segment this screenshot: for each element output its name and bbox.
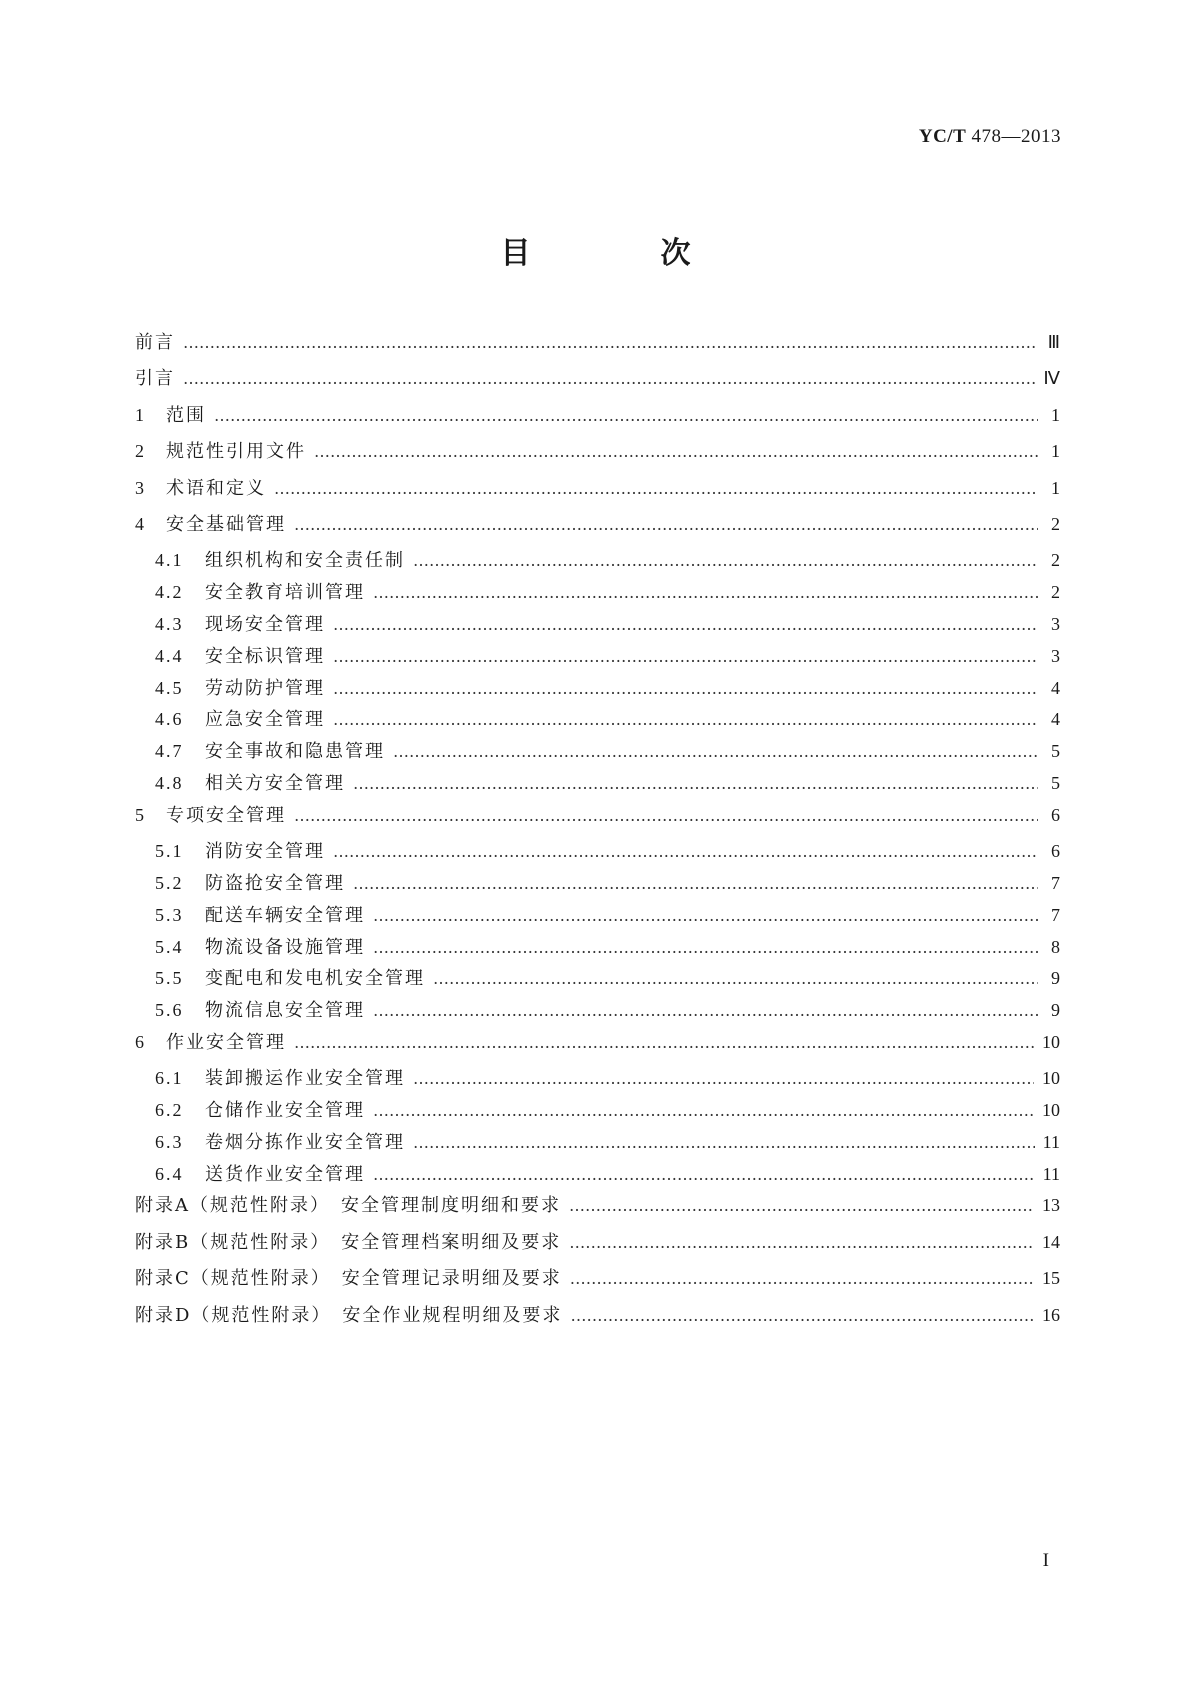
toc-entry[interactable] <box>135 901 1060 933</box>
toc-entry-number: 6.2 <box>155 1100 184 1121</box>
toc-dot-leader <box>314 442 1038 461</box>
toc-entry-page: 9 <box>1051 1000 1060 1021</box>
toc-entry-page: 11 <box>1042 1163 1060 1184</box>
toc-entry-page: 1 <box>1051 441 1060 462</box>
toc-entry-number: 4.7 <box>155 741 184 762</box>
toc-entry-label: 规范性引用文件 <box>166 441 306 463</box>
toc-entry-number: 4.4 <box>155 645 184 666</box>
toc-entry[interactable] <box>135 1096 1060 1128</box>
toc-entry-label: 范围 <box>166 404 206 426</box>
toc-dot-leader <box>373 1001 1038 1020</box>
toc-entry-label: 作业安全管理 <box>166 1031 286 1053</box>
toc-entry-page: 7 <box>1051 904 1060 925</box>
toc-dot-leader <box>570 1269 1034 1288</box>
toc-entry-label: 引言 <box>135 368 175 390</box>
toc-dot-leader <box>333 679 1038 698</box>
toc-dot-leader <box>333 615 1038 634</box>
toc-entry-page: 2 <box>1051 513 1060 534</box>
toc-entry-page: 5 <box>1051 741 1060 762</box>
toc-entry-label: 前言 <box>135 332 175 353</box>
page-title: 目 次 <box>500 236 741 271</box>
toc-entry-label: 专项安全管理 <box>166 804 286 826</box>
toc-entry[interactable] <box>135 642 1060 674</box>
toc-entry-page: 15 <box>1042 1268 1060 1289</box>
standard-code-number: 478—2013 <box>966 126 1061 147</box>
toc-entry-label: 变配电和发电机安全管理 <box>205 968 425 990</box>
toc-entry-label: 组织机构和安全责任制 <box>205 550 405 572</box>
toc-entry-page: 11 <box>1042 1131 1060 1152</box>
toc-dot-leader <box>294 515 1038 534</box>
toc-entry[interactable] <box>135 674 1060 706</box>
toc-dot-leader <box>413 1133 1035 1152</box>
toc-entry-label: 消防安全管理 <box>205 841 325 863</box>
toc-dot-leader <box>333 647 1038 666</box>
toc-entry-label: 物流信息安全管理 <box>205 1000 365 1022</box>
toc-entry[interactable] <box>135 437 1060 473</box>
toc-entry-number: 6.1 <box>155 1068 184 1089</box>
toc-entry[interactable] <box>135 1064 1060 1096</box>
toc-entry-page: 10 <box>1042 1031 1060 1052</box>
toc-entry-number: 4.2 <box>155 582 184 603</box>
toc-entry-label: 仓储作业安全管理 <box>205 1100 365 1122</box>
toc-entry-label: 物流设备设施管理 <box>205 936 365 958</box>
toc-dot-leader <box>183 333 1038 352</box>
toc-entry-number: 4.6 <box>155 709 184 730</box>
toc-entry-number: 3 <box>135 477 144 498</box>
toc-dot-leader <box>569 1233 1034 1252</box>
toc-dot-leader <box>214 406 1038 425</box>
toc-entry-page: 16 <box>1042 1304 1060 1325</box>
toc-entry[interactable] <box>135 610 1060 642</box>
toc-dot-leader <box>294 806 1038 825</box>
toc-entry-label: 安全事故和隐患管理 <box>205 741 385 763</box>
toc-dot-leader <box>183 369 1035 388</box>
toc-dot-leader <box>333 842 1038 861</box>
toc-dot-leader <box>353 874 1038 893</box>
toc-entry-number: 5.4 <box>155 936 184 957</box>
toc-dot-leader <box>373 938 1038 957</box>
toc-entry-label: 装卸搬运作业安全管理 <box>205 1068 405 1090</box>
toc-dot-leader <box>373 1101 1034 1120</box>
toc-entry[interactable] <box>135 996 1060 1028</box>
toc-entry-page: 6 <box>1051 804 1060 825</box>
toc-entry-page: 2 <box>1051 582 1060 603</box>
toc-entry[interactable] <box>135 1191 1060 1227</box>
toc-entry-label: 现场安全管理 <box>205 613 325 635</box>
toc-entry-page: 2 <box>1051 550 1060 571</box>
toc-entry-number: 5.6 <box>155 1000 184 1021</box>
standard-code <box>919 126 1061 148</box>
toc-entry-label: 附录C（规范性附录） 安全管理记录明细及要求 <box>135 1268 562 1290</box>
toc-entry-page: Ⅳ <box>1043 368 1060 389</box>
toc-entry[interactable] <box>135 474 1060 510</box>
toc-dot-leader <box>373 1165 1035 1184</box>
toc-entry[interactable] <box>135 1264 1060 1300</box>
toc-entry-number: 1 <box>135 404 144 425</box>
toc-entry-number: 6.4 <box>155 1163 184 1184</box>
toc-entry-page: 13 <box>1042 1195 1060 1216</box>
toc-entry-label: 应急安全管理 <box>205 709 325 731</box>
toc-entry-label: 相关方安全管理 <box>205 772 345 794</box>
toc-entry-label: 配送车辆安全管理 <box>205 904 365 926</box>
toc-entry-page: 9 <box>1051 968 1060 989</box>
toc-entry-page: 10 <box>1042 1100 1060 1121</box>
toc-entry-page: 1 <box>1051 404 1060 425</box>
toc-entry-page: 3 <box>1051 645 1060 666</box>
toc-entry-label: 附录A（规范性附录） 安全管理制度明细和要求 <box>135 1195 561 1217</box>
toc-dot-leader <box>353 774 1038 793</box>
toc-entry-label: 术语和定义 <box>166 477 266 499</box>
toc-entry-number: 5.3 <box>155 904 184 925</box>
toc-entry-number: 4.1 <box>155 550 184 571</box>
toc-entry-number: 6 <box>135 1031 144 1052</box>
toc-entry[interactable] <box>135 1301 1060 1337</box>
toc-entry[interactable] <box>135 769 1060 801</box>
toc-entry-label: 安全标识管理 <box>205 645 325 667</box>
toc-entry-page: 14 <box>1042 1231 1060 1252</box>
toc-entry[interactable] <box>135 933 1060 965</box>
toc-entry-number: 4.8 <box>155 772 184 793</box>
toc-entry-page: 6 <box>1051 841 1060 862</box>
standard-code-prefix: YC/T <box>918 126 967 147</box>
toc-entry-page: 3 <box>1051 613 1060 634</box>
toc-entry[interactable] <box>135 328 1060 364</box>
toc-entry-page: 4 <box>1051 709 1060 730</box>
toc-entry-number: 2 <box>135 441 144 462</box>
toc-entry-page: 4 <box>1051 677 1060 698</box>
toc-dot-leader <box>393 742 1038 761</box>
toc-entry[interactable] <box>135 546 1060 578</box>
toc-entry[interactable] <box>135 1160 1060 1192</box>
toc-entry-label: 附录D（规范性附录） 安全作业规程明细及要求 <box>135 1304 563 1326</box>
toc-entry-page: Ⅲ <box>1047 332 1060 352</box>
toc-entry[interactable] <box>135 401 1060 437</box>
toc-entry[interactable] <box>135 964 1060 996</box>
page-number: I <box>1042 1550 1049 1571</box>
toc-entry-label: 卷烟分拣作业安全管理 <box>205 1131 405 1153</box>
toc-entry[interactable] <box>135 510 1060 546</box>
toc-entry-number: 5.2 <box>155 872 184 893</box>
toc-entry-label: 附录B（规范性附录） 安全管理档案明细及要求 <box>135 1231 562 1253</box>
toc-entry-page: 7 <box>1051 872 1060 893</box>
table-of-contents <box>135 328 1060 1337</box>
toc-entry-page: 5 <box>1051 772 1060 793</box>
toc-entry-number: 4 <box>135 513 144 534</box>
toc-entry-number: 4.3 <box>155 613 184 634</box>
toc-entry[interactable] <box>135 705 1060 737</box>
toc-entry[interactable] <box>135 578 1060 610</box>
toc-entry-label: 安全教育培训管理 <box>205 582 365 604</box>
toc-entry[interactable] <box>135 364 1060 400</box>
toc-entry[interactable] <box>135 737 1060 769</box>
toc-entry[interactable] <box>135 837 1060 869</box>
toc-dot-leader <box>373 906 1038 925</box>
toc-entry[interactable] <box>135 801 1060 837</box>
toc-entry-number: 6.3 <box>155 1131 184 1152</box>
toc-entry-number: 5.1 <box>155 841 184 862</box>
toc-dot-leader <box>413 551 1038 570</box>
toc-entry[interactable] <box>135 1228 1060 1264</box>
toc-dot-leader <box>413 1069 1034 1088</box>
toc-dot-leader <box>569 1196 1034 1215</box>
toc-entry-label: 防盗抢安全管理 <box>205 872 345 894</box>
toc-entry[interactable] <box>135 1028 1060 1064</box>
toc-dot-leader <box>570 1306 1034 1325</box>
toc-dot-leader <box>373 583 1038 602</box>
toc-entry[interactable] <box>135 1128 1060 1160</box>
toc-entry-page: 8 <box>1051 936 1060 957</box>
toc-entry-label: 劳动防护管理 <box>205 677 325 699</box>
toc-dot-leader <box>294 1033 1034 1052</box>
toc-entry[interactable] <box>135 869 1060 901</box>
toc-dot-leader <box>274 479 1038 498</box>
toc-entry-number: 5.5 <box>155 968 184 989</box>
toc-dot-leader <box>433 969 1038 988</box>
toc-dot-leader <box>333 710 1038 729</box>
toc-entry-page: 1 <box>1051 477 1060 498</box>
toc-entry-page: 10 <box>1042 1068 1060 1089</box>
toc-entry-label: 送货作业安全管理 <box>205 1163 365 1185</box>
toc-entry-number: 4.5 <box>155 677 184 698</box>
toc-entry-number: 5 <box>135 804 144 825</box>
toc-entry-label: 安全基础管理 <box>166 513 286 535</box>
